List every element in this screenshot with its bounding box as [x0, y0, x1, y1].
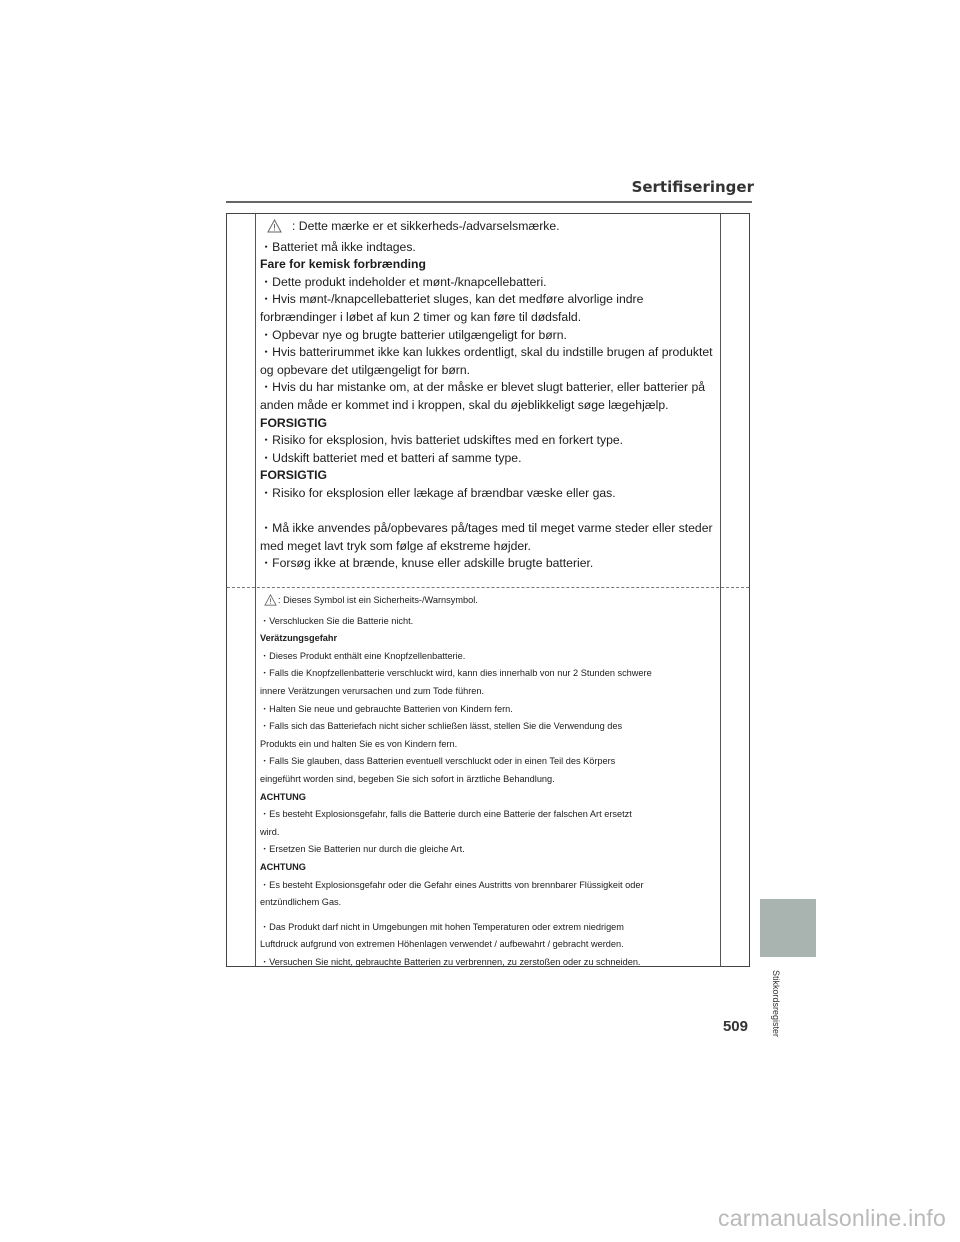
german-text-line: wird.	[260, 826, 280, 837]
frame-inner-left-rule	[255, 214, 256, 966]
danish-text-line: ・Batteriet må ikke indtages.	[260, 239, 416, 254]
danish-text-line: anden måde er kommet ind i kroppen, skal du øjeblikkeligt søge lægehjælp.	[260, 397, 669, 412]
danish-text-line: ・Hvis mønt-/knapcellebatteriet sluges, kan det medføre alvorlige indre	[260, 292, 644, 307]
german-text-line: ・Ersetzen Sie Batterien nur durch die gleiche Art.	[260, 844, 465, 855]
danish-text-line: ・Risiko for eksplosion, hvis batteriet udskiftes med en forkert type.	[260, 433, 624, 448]
german-text-line: entzündlichem Gas.	[260, 897, 342, 908]
german-spacer	[260, 912, 718, 919]
page-number: 509	[722, 1018, 748, 1035]
german-text-line: ・Halten Sie neue und gebrauchte Batterien von Kindern fern.	[260, 703, 513, 714]
german-text-line: ・Falls sich das Batteriefach nicht sicher schließen lässt, stellen Sie die Verwendung des	[260, 721, 623, 732]
danish-text-line: ・Opbevar nye og brugte batterier utilgængeligt for børn.	[260, 327, 567, 342]
danish-spacer	[260, 503, 718, 521]
danish-symbol-note: : Dette mærke er et sikkerheds-/advarselsmærke.	[292, 219, 560, 233]
german-heading: ACHTUNG	[260, 791, 306, 802]
index-tab-label: Stikkordsregister	[771, 970, 781, 1038]
german-heading: Verätzungsgefahr	[260, 633, 338, 644]
danish-text-line: ・Risiko for eksplosion eller lækage af brændbar væske eller gas.	[260, 485, 616, 500]
danish-text-line: ・Hvis batterirummet ikke kan lukkes ordentligt, skal du indstille brugen af produktet	[260, 345, 713, 360]
german-symbol-line	[260, 592, 718, 613]
german-text-line: Produkts ein und halten Sie es von Kindern fern.	[260, 738, 458, 749]
danish-warning-block	[260, 218, 718, 573]
danish-text-line: forbrændinger i løbet af kun 2 timer og kan føre til dødsfald.	[260, 309, 582, 324]
german-text-line: ・Dieses Produkt enthält eine Knopfzellenbatterie.	[260, 650, 466, 661]
index-section-tab	[760, 899, 816, 957]
language-divider	[227, 587, 749, 588]
warning-triangle-icon	[267, 219, 282, 239]
german-text-line: eingeführt worden sind, begeben Sie sich sofort in ärztliche Behandlung.	[260, 773, 555, 784]
danish-heading: FORSIGTIG	[260, 468, 328, 483]
danish-text-line: ・Hvis du har mistanke om, at der måske er blevet slugt batterier, eller batterier på	[260, 380, 706, 395]
german-warning-block	[260, 592, 718, 971]
german-text-line: ・Falls Sie glauben, dass Batterien eventuell verschluckt oder in einen Teil des Körpers	[260, 756, 616, 767]
danish-text-line: ・Dette produkt indeholder et mønt-/knapcellebatteri.	[260, 274, 547, 289]
danish-text-line: ・Udskift batteriet med et batteri af samme type.	[260, 450, 522, 465]
watermark-text: carmanualsonline.info	[718, 1205, 946, 1231]
german-text-line: ・Es besteht Explosionsgefahr oder die Gefahr eines Austritts von brennbarer Flüssigkeit oder	[260, 879, 644, 890]
title-rule	[226, 201, 752, 203]
danish-text-line: ・Må ikke anvendes på/opbevares på/tages med til meget varme steder eller steder	[260, 521, 713, 536]
german-symbol-note: : Dieses Symbol ist ein Sicherheits-/Warnsymbol.	[278, 595, 478, 605]
danish-text-line: og opbevare det utilgængeligt for børn.	[260, 362, 471, 377]
german-text-line: ・Das Produkt darf nicht in Umgebungen mit hohen Temperaturen oder extrem niedrigem	[260, 921, 624, 932]
danish-text-line: ・Forsøg ikke at brænde, knuse eller adskille brugte batterier.	[260, 556, 594, 571]
danish-heading: Fare for kemisk forbrænding	[260, 257, 426, 272]
german-text-line: innere Verätzungen verursachen und zum Tode führen.	[260, 685, 485, 696]
section-title: Sertifiseringer	[631, 178, 754, 196]
warning-triangle-icon	[264, 594, 277, 613]
german-text-line: ・Falls die Knopfzellenbatterie verschluckt wird, kann dies innerhalb von nur 2 Stunden schwere	[260, 668, 652, 679]
danish-text-line: med meget lavt tryk som følge af ekstreme højder.	[260, 538, 531, 553]
german-text-line: ・Verschlucken Sie die Batterie nicht.	[260, 615, 414, 626]
danish-symbol-line	[260, 218, 718, 239]
german-heading: ACHTUNG	[260, 861, 306, 872]
german-text-line: Luftdruck aufgrund von extremen Höhenlagen verwendet / aufbewahrt / gebracht werden.	[260, 939, 624, 950]
danish-heading: FORSIGTIG	[260, 415, 328, 430]
german-text-line: ・Versuchen Sie nicht, gebrauchte Batterien zu verbrennen, zu zerstoßen oder zu schneiden.	[260, 956, 641, 967]
frame-inner-right-rule	[720, 214, 721, 966]
german-text-line: ・Es besteht Explosionsgefahr, falls die Batterie durch eine Batterie der falschen Art ersetzt	[260, 809, 632, 820]
certification-frame	[226, 213, 750, 967]
